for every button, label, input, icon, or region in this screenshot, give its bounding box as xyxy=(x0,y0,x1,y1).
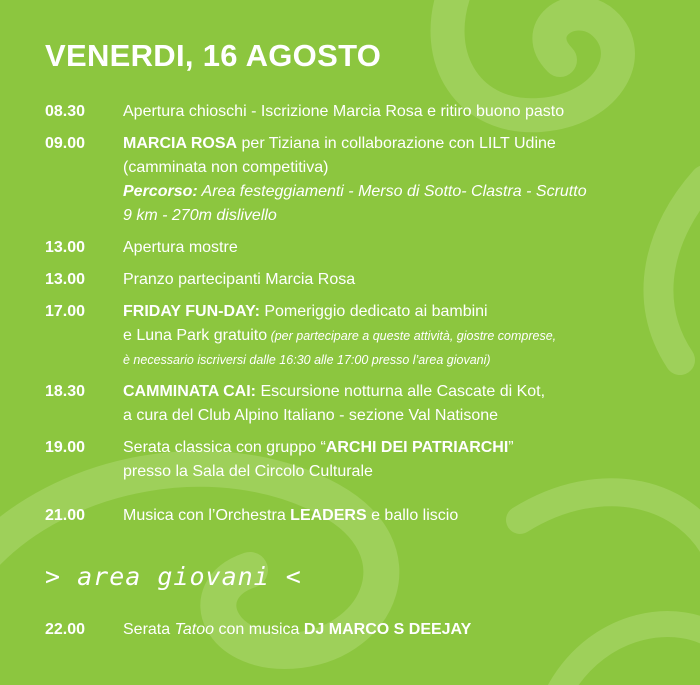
schedule-line xyxy=(123,380,693,404)
event-name: DJ MARCO S DEEJAY xyxy=(303,621,472,638)
schedule-line: (camminata non competitiva) xyxy=(123,159,329,176)
note-text: (per partecipare a queste attività, giostre comprese, xyxy=(267,329,557,343)
event-detail: Escursione notturna alle Cascate di Kot, xyxy=(256,383,546,400)
schedule-line: a cura del Club Alpino Italiano - sezione Val Natisone xyxy=(123,407,499,424)
schedule-time: 13.00 xyxy=(45,271,86,288)
schedule-line xyxy=(123,132,693,156)
event-detail: Serata xyxy=(123,621,175,638)
schedule-time: 13.00 xyxy=(45,239,86,256)
event-name: MARCIA ROSA xyxy=(123,135,238,152)
event-detail: Serata classica con gruppo “ xyxy=(123,439,326,456)
schedule-time: 21.00 xyxy=(45,507,86,524)
route-line xyxy=(123,180,693,204)
schedule-description xyxy=(123,300,693,372)
event-detail: con musica xyxy=(214,621,304,638)
schedule-description xyxy=(123,380,693,428)
event-detail: ” xyxy=(508,439,514,456)
schedule-description xyxy=(123,268,693,292)
event-detail: per Tiziana in collaborazione con LILT Udine xyxy=(237,135,556,152)
schedule-line xyxy=(123,504,693,528)
event-name: CAMMINATA CAI: xyxy=(123,383,257,400)
event-name: FRIDAY FUN-DAY: xyxy=(123,303,260,320)
schedule-line xyxy=(123,324,693,348)
schedule-line xyxy=(123,300,693,324)
schedule-time: 19.00 xyxy=(45,439,86,456)
schedule-line xyxy=(123,436,693,460)
schedule-time: 22.00 xyxy=(45,621,86,638)
event-detail: Pomeriggio dedicato ai bambini xyxy=(259,303,488,320)
event-detail: e Luna Park gratuito xyxy=(123,327,268,344)
event-detail: Musica con l’Orchestra xyxy=(123,507,291,524)
schedule-text: Pranzo partecipanti Marcia Rosa xyxy=(123,271,356,288)
event-detail: e ballo liscio xyxy=(366,507,459,524)
event-name-italic: Tatoo xyxy=(174,621,215,638)
schedule-description xyxy=(123,436,693,484)
route-distance: 9 km - 270m dislivello xyxy=(123,207,277,224)
schedule-description xyxy=(123,100,693,124)
schedule-description xyxy=(123,132,693,228)
schedule-text: Apertura chioschi - Iscrizione Marcia Rosa e ritiro buono pasto xyxy=(123,103,565,120)
page-title: VENERDI, 16 AGOSTO xyxy=(45,38,382,73)
schedule-time: 18.30 xyxy=(45,383,86,400)
schedule-line xyxy=(123,618,693,642)
schedule-time: 08.30 xyxy=(45,103,86,120)
section-heading-area-giovani: > area giovani < xyxy=(45,562,302,591)
schedule-description xyxy=(123,618,693,642)
schedule-description xyxy=(123,504,693,528)
event-name: LEADERS xyxy=(290,507,367,524)
note-text: è necessario iscriversi dalle 16:30 alle 17:00 presso l’area giovani) xyxy=(123,353,491,367)
event-name: ARCHI DEI PATRIARCHI xyxy=(325,439,509,456)
schedule-description xyxy=(123,236,693,260)
schedule-time: 17.00 xyxy=(45,303,86,320)
route-label: Percorso: xyxy=(123,183,198,200)
route-text: Area festeggiamenti - Merso di Sotto- Clastra - Scrutto xyxy=(197,183,587,200)
schedule-line: presso la Sala del Circolo Culturale xyxy=(123,463,373,480)
schedule-time: 09.00 xyxy=(45,135,86,152)
schedule-text: Apertura mostre xyxy=(123,239,238,256)
